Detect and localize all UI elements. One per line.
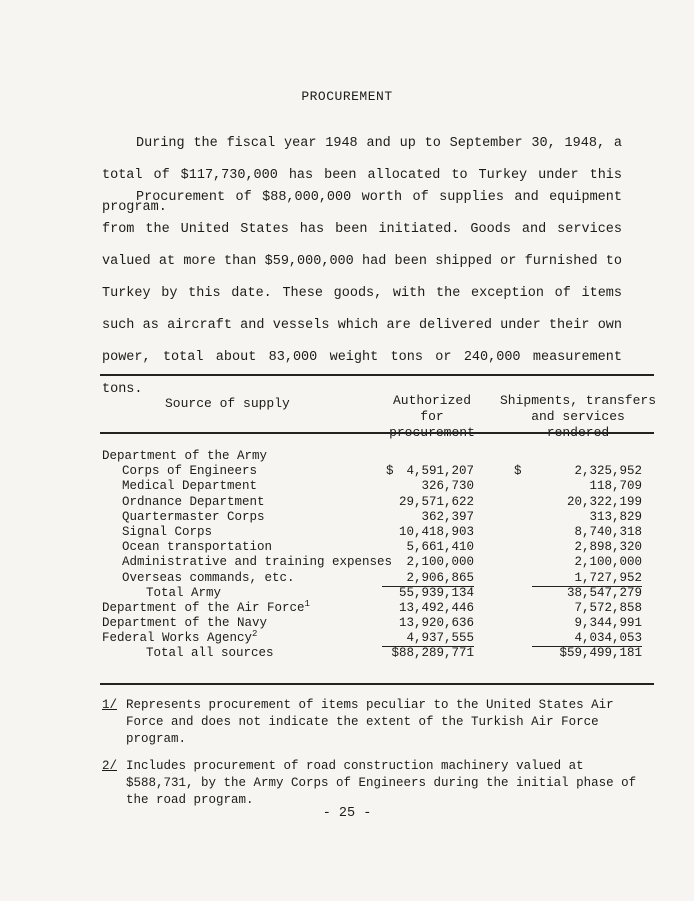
authorized-value: 13,492,446 xyxy=(398,600,474,615)
authorized-value: 13,920,636 xyxy=(398,616,474,631)
authorized-value: 29,571,622 xyxy=(398,494,474,509)
shipments-value: 2,898,320 xyxy=(574,540,642,555)
shipments-value: 2,100,000 xyxy=(574,555,642,570)
dollar-sign: $ xyxy=(514,464,522,479)
shipments-value: $59,499,181 xyxy=(559,646,642,661)
page-number: - 25 - xyxy=(322,806,372,821)
shipments-value: 4,034,053 xyxy=(532,631,642,647)
table-row xyxy=(102,479,654,494)
row-label: Department of the Navy xyxy=(102,616,268,631)
authorized-value: $88,289,771 xyxy=(391,646,474,661)
shipments-value: 8,740,318 xyxy=(574,524,642,539)
table-row xyxy=(102,540,654,555)
authorized-value: 4,937,555 xyxy=(382,631,474,647)
footnote-mark: 2/ xyxy=(102,759,118,773)
authorized-value: 5,661,410 xyxy=(406,540,474,555)
table-row-grand-total xyxy=(102,646,654,661)
row-label: Corps of Engineers xyxy=(122,464,258,479)
paragraph-procurement: Procurement of $88,000,000 worth of supplies and equipment from the United States has been initiated. Goods and services valued at more than $59,000,000 had been shipped or furnished to Turkey by this date. These goods, with the exception of items such as aircraft and vessels which are delivered under their own power, total about 83,000 weight tons or 240,000 measurement tons. xyxy=(102,190,622,397)
table-row xyxy=(102,449,654,464)
authorized-value: 2,100,000 xyxy=(406,555,474,570)
table-row xyxy=(102,525,654,540)
authorized-value: 362,397 xyxy=(421,509,474,524)
row-label: Total Army xyxy=(146,585,222,600)
table-row xyxy=(102,598,654,616)
footnote-text: Represents procurement of items peculiar to the United States Air Force and does not indicate the extent of the Turkish Air Force program. xyxy=(126,698,614,746)
header-shipments: Shipments, transfers and services rendered xyxy=(499,393,657,440)
row-label: Department of the Army xyxy=(102,449,268,463)
shipments-value: 118,709 xyxy=(589,479,642,494)
table-row xyxy=(102,495,654,510)
procurement-table xyxy=(102,449,654,662)
footnote-ref: 2 xyxy=(252,629,258,640)
row-label: Administrative and training expenses xyxy=(122,555,393,570)
row-label: Ordnance Department xyxy=(122,494,265,509)
header-authorized: Authorized for procurement xyxy=(389,393,475,440)
row-label: Medical Department xyxy=(122,479,258,494)
table-row xyxy=(102,464,654,479)
table-row xyxy=(102,555,654,570)
authorized-value: 4,591,207 xyxy=(406,464,474,479)
dollar-sign: $ xyxy=(386,464,394,479)
shipments-value: 313,829 xyxy=(589,509,642,524)
header-source: Source of supply xyxy=(165,396,290,411)
footnote-mark: 1/ xyxy=(102,698,118,712)
row-label: Department of the Air Force$^1$ xyxy=(102,598,310,615)
shipments-value: 9,344,991 xyxy=(574,616,642,631)
table-row xyxy=(102,571,654,586)
shipments-value: 20,322,199 xyxy=(566,494,642,509)
page-title: PROCUREMENT xyxy=(301,89,393,104)
table-top-rule xyxy=(100,374,654,376)
row-label: Overseas commands, etc. xyxy=(122,570,295,585)
table-row xyxy=(102,616,654,631)
shipments-value: 2,325,952 xyxy=(574,464,642,479)
row-label: Ocean transportation xyxy=(122,540,273,555)
authorized-value: 2,906,865 xyxy=(382,571,474,587)
footnote-text: Includes procurement of road construction machinery valued at $588,731, by the Army Corps of Engineers during the initial phase of the road program. xyxy=(126,759,637,807)
shipments-value: 7,572,858 xyxy=(574,600,642,615)
table-row xyxy=(102,631,654,646)
row-label: Signal Corps xyxy=(122,524,213,539)
row-label: Federal Works Agency$^2$ xyxy=(102,629,258,646)
footnote-ref: 1 xyxy=(304,598,310,609)
table-header-rule xyxy=(100,432,654,434)
authorized-value: 10,418,903 xyxy=(398,524,474,539)
shipments-value: 38,547,279 xyxy=(566,585,642,600)
table-row-total-army xyxy=(102,586,654,601)
row-label: Total all sources xyxy=(146,646,274,661)
row-label: Quartermaster Corps xyxy=(122,509,265,524)
authorized-value: 55,939,134 xyxy=(398,585,474,600)
authorized-value: 326,730 xyxy=(421,479,474,494)
table-bottom-rule xyxy=(100,683,654,685)
table-row xyxy=(102,510,654,525)
paragraph-allocation: During the fiscal year 1948 and up to September 30, 1948, a total of $117,730,000 has been allocated to Turkey under this program. xyxy=(102,136,622,215)
shipments-value: 1,727,952 xyxy=(532,571,642,587)
